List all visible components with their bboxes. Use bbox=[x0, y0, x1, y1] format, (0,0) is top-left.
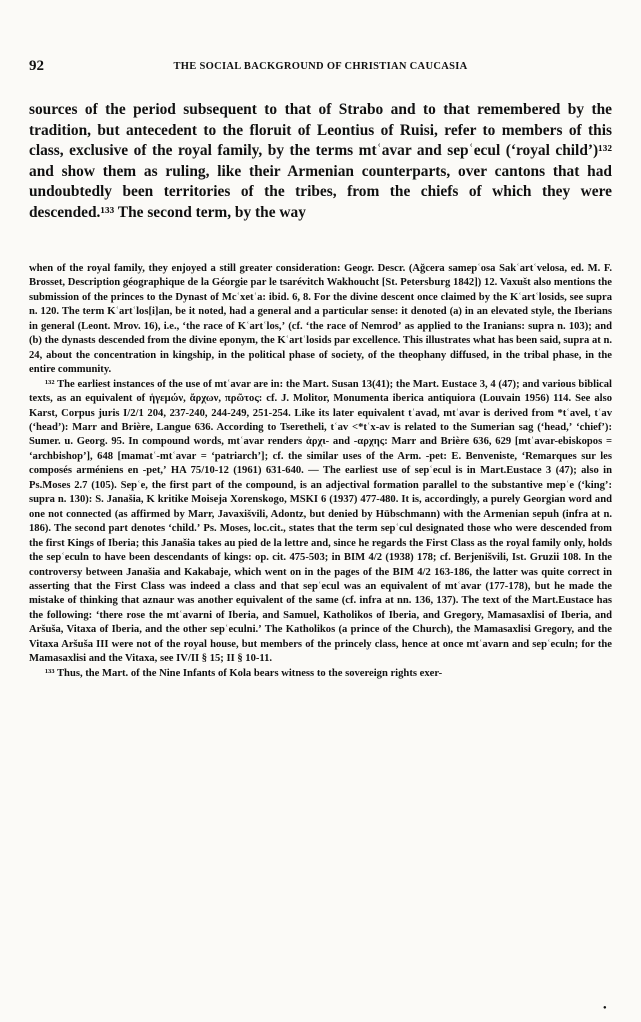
page-header bbox=[29, 58, 612, 78]
body-paragraph: sources of the period subsequent to that of Strabo and to that remembered by the tradition, but antecedent to the floruit of Leontius of Ruisi, refer to members of this class, exclusive of the royal family, by the terms mtʿavar and sepʿecul (ʻroyal childʼ)¹³² and show them as ruling, like their Armenian counterparts, over cantons that had undoubtedly been territories of the tribes, from the chiefs of which they were descended.¹³³ The second term, by the way bbox=[29, 101, 612, 221]
footnote-continuation: when of the royal family, they enjoyed a still greater consideration: Geogr. Descr. (Ağcera samepʿosa Sakʿartʿvelosa, ed. M. F. Brosset, Description géographique de la Géorgie par le tsarévitch Wakhoucht [St. Petersburg 1842]) 12. Vaxušt also mentions the submission of the princes to the Dynast of Mcʿxetʿa: ibid. 6, 8. For the divine descent once claimed by the Kʿartʿlosids, see supra n. 120. The term Kʿartʿlos[i]an, be it noted, had a general and a particular sense: it denoted (a) in an elevated style, the Iberians in general (Leont. Mrov. 16), i.e., ʻthe race of Kʿartʿlos,ʼ (cf. ʻthe race of Nemrodʼ as applied to the Iranians: supra n. 103); and (b) the dynasts descended from the divine eponym, the Kʿartʿlosids par excellence. This illustrates what has been said, supra at n. 24, about the concentration in kingship, in the political phase of society, of the theophany diffused, in the tribal phase, in the entire community. bbox=[29, 263, 612, 376]
footnote-133: ¹³³ Thus, the Mart. of the Nine Infants of Kola bears witness to the sovereign rights exer- bbox=[45, 667, 443, 679]
footnote-132: ¹³² The earliest instances of the use of mtʿavar are in: the Mart. Susan 13(41); the Mart. Eustace 3, 4 (47); and various biblical texts, as an equivalent of ἡγεμών, ἄρχων, πρῶτος: cf. J. Molitor, Monumenta iberica antiquiora (Louvain 1956) 114. See also Karst, Corpus juris I/2/1 204, 237-240, 244-249, 251-254. Like its later equivalent tʿavad, mtʿavar is derived from *tʿavel, tʿav (ʻheadʼ): Marr and Brière, Langue 636. According to Tseretheli, tʿav <*tʿx-av is related to the Sumerian sag (ʻhead,ʼ ʻchiefʼ): Sumer. u. Georg. 95. In compound words, mtʿavar renders ἀρχι- and -αρχης: Marr and Brière 636, 629 [mtʿavar-ebiskopos = ʻarchbishopʼ], 648 [mamatʿ-mtʿavar = ʻpatriarchʼ]; cf. the similar uses of the Arm. -pet: E. Benveniste, ʻRemarques sur les composés arméniens en -pet,ʼ HA 75/10-12 (1961) 631-640. — The earliest use of sepʿecul is in Mart.Eustace 3 (47); also in Ps.Moses 2.7 (105). Sepʿe, the first part of the compound, is an adjectival formation parallel to the substantive mepʿe (ʻkingʼ: supra n. 130): S. Janašia, K kritike Moiseja Xorenskogo, MSKI 6 (1937) 477-480. It is, accordingly, a purely Georgian word and one not connected (as affirmed by Marr, Javaxišvili, Adontz, but denied by Hübschmann) with the Armenian sepuh (infra at n. 186). The second part denotes ʻchild.ʼ Ps. Moses, loc.cit., states that the term sepʿcul designated those who were descended from the first Kings of Iberia; this Janašia takes au pied de la lettre and, since he regards the First Class as the royal family only, holds the sepʿeculn to have been descendants of kings: op. cit. 475-503; in BIM 4/2 (1938) 178; cf. Berjenišvili, Ist. Gruzii 108. In the controversy between Janašia and Kakabaje, which went on in the pages of the BIM 4/2 163-186, the latter was quite correct in asserting that the First Class was indeed a class and that sepʿecul was an equivalent of mtʿavar (177-178), but he made the mistake of thinking that aznaur was another equivalent of the same (cf. infra at nn. 136, 137). The text of the Mart.Eustace has the following: ʻthere rose the mtʿavarni of Iberia, and Samuel, Katholikos of Iberia, and Gregory, Mamasaxlisi of Iberia, and Aršuša, Vitaxa of Iberia, and the other sepʿeculni.ʼ The Katholikos (a prince of the Church), the Mamasaxlisi Gregory, and the Vitaxa Aršuša III were not of the royal house, but members of the princely class, hence at once mtʿavarn and sepʿeculn; for the Mamasaxlisi and the Vitaxa, see IV/II § 15; II § 10-11. bbox=[29, 378, 612, 665]
footnotes bbox=[29, 262, 612, 681]
body-text bbox=[29, 100, 612, 224]
print-dot-mark: ● bbox=[603, 1005, 607, 1011]
running-title: THE SOCIAL BACKGROUND OF CHRISTIAN CAUCASIA bbox=[173, 61, 468, 72]
page-number: 92 bbox=[29, 58, 44, 74]
